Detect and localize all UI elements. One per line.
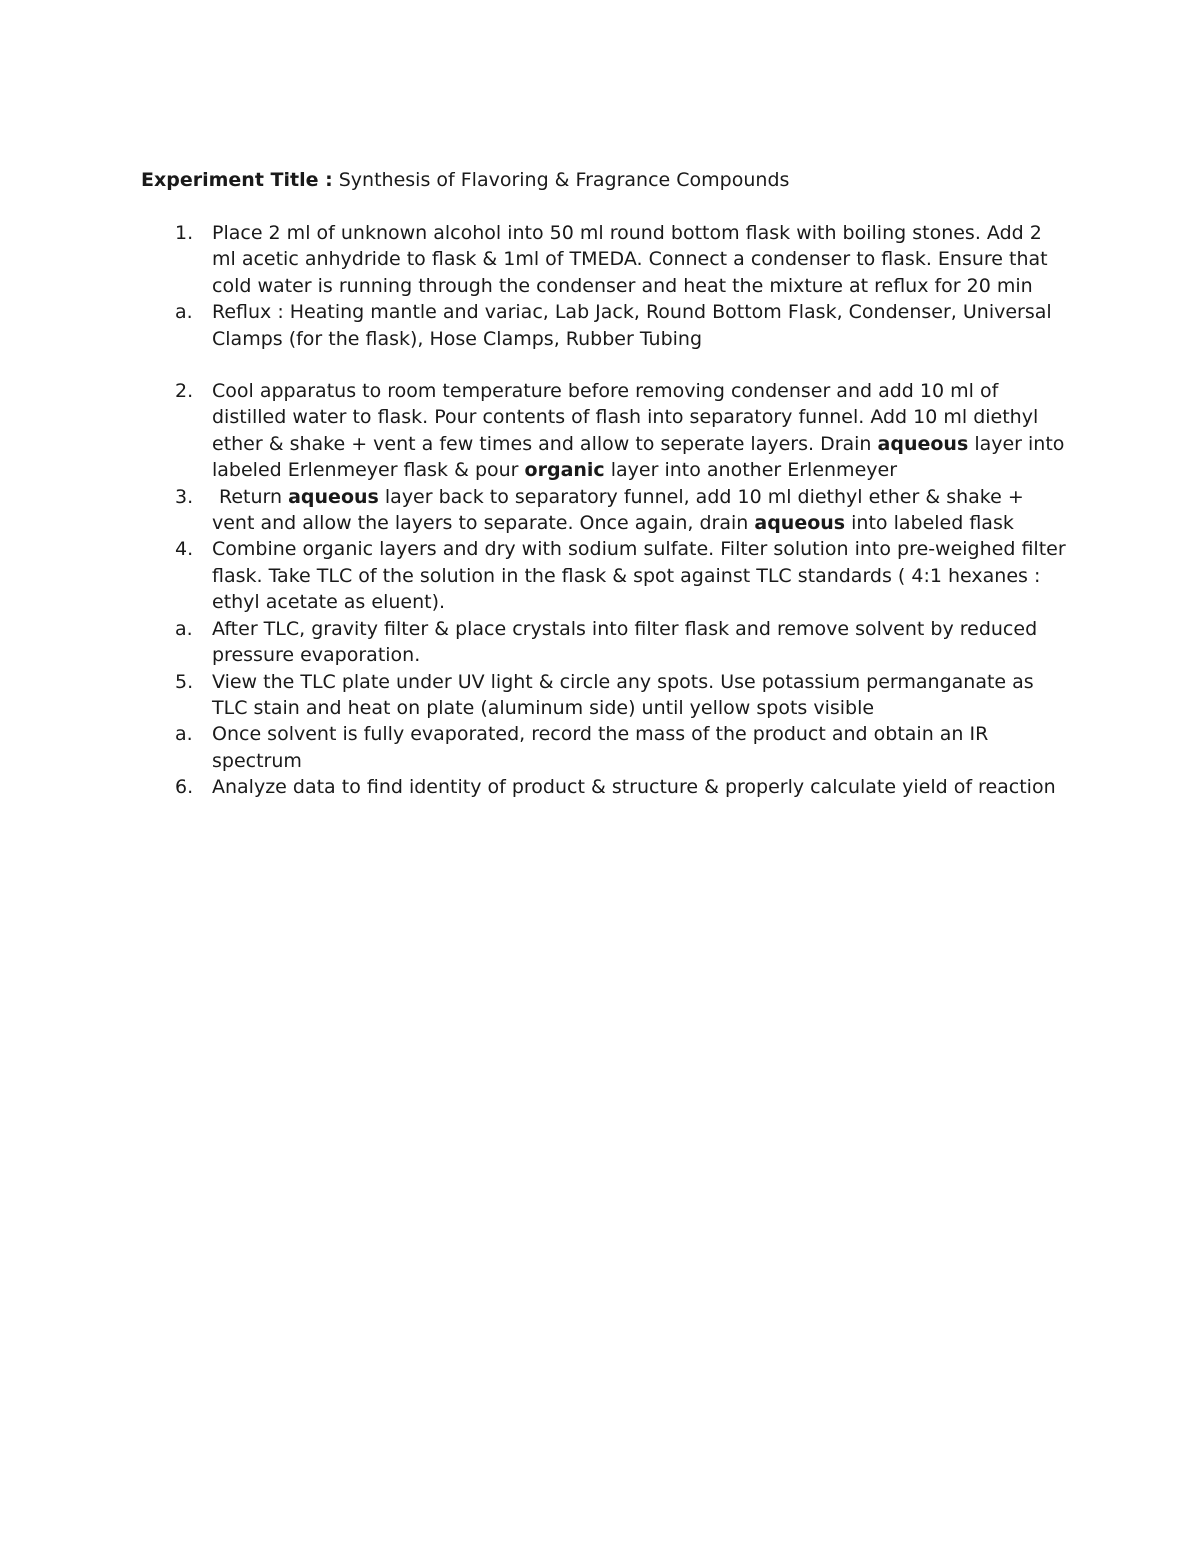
step-number: 5. bbox=[175, 670, 194, 693]
substep-text: After TLC, gravity filter & place crystals into filter flask and remove solvent by reduced pressure evaporation. bbox=[212, 617, 1038, 667]
substep-text: Once solvent is fully evaporated, record the mass of the product and obtain an IR spectrum bbox=[212, 723, 989, 772]
step-text: Return bbox=[219, 485, 283, 508]
step-1 bbox=[141, 220, 1071, 299]
substep-letter: a. bbox=[175, 617, 193, 640]
step-6 bbox=[141, 774, 1071, 800]
step-text: layer back to separatory funnel, add 10 ml diethyl ether & shake + vent and allow the layers to separate. Once again, drain bbox=[212, 485, 1024, 535]
substep-text: Reflux : Heating mantle and variac, Lab Jack, Round Bottom Flask, Condenser, Universal Clamps (for the flask), Hose Clamps, Rubber Tubing bbox=[212, 301, 1052, 350]
title-label: Experiment Title : bbox=[141, 169, 333, 191]
step-4 bbox=[141, 536, 1071, 615]
step-3 bbox=[141, 484, 1071, 537]
step-text: Combine organic layers and dry with sodium sulfate. Filter solution into pre-weighed filter flask. Take TLC of the solution in the flask & spot against TLC standards ( 4:1 hexanes : ethyl acetate as eluent). bbox=[212, 538, 1066, 614]
step-number: 4. bbox=[175, 538, 194, 561]
step-text: Cool apparatus to room temperature before removing condenser and add 10 ml of distilled water to flask. Pour contents of flash into separatory funnel. Add 10 ml diethyl ether & shake + vent a few times and allow to seperate layers. Drain bbox=[212, 380, 1039, 455]
step-number: 1. bbox=[175, 222, 194, 244]
emphasis-aqueous: aqueous bbox=[754, 512, 846, 535]
emphasis-organic: organic bbox=[524, 459, 605, 482]
step-number: 3. bbox=[175, 485, 194, 508]
step-5-substep-a bbox=[141, 721, 1071, 774]
step-number: 6. bbox=[175, 776, 194, 799]
step-5 bbox=[141, 669, 1071, 722]
step-number: 2. bbox=[175, 380, 194, 403]
procedure-list bbox=[141, 220, 1071, 801]
step-text: into labeled flask bbox=[851, 512, 1014, 535]
step-1-substep-a bbox=[141, 299, 1071, 352]
title-text: Synthesis of Flavoring & Fragrance Compounds bbox=[338, 169, 790, 191]
step-text: Place 2 ml of unknown alcohol into 50 ml round bottom flask with boiling stones. Add 2 ml acetic anhydride to flask & 1ml of TMEDA. Connect a condenser to flask. Ensure that cold water is running through the condenser and heat the mixture at reflux for 20 min bbox=[212, 222, 1048, 297]
step-text: View the TLC plate under UV light & circle any spots. Use potassium permanganate as TLC stain and heat on plate (aluminum side) until yellow spots visible bbox=[212, 670, 1034, 719]
step-text: layer into labeled Erlenmeyer flask & pour bbox=[212, 432, 1065, 482]
emphasis-aqueous: aqueous bbox=[288, 485, 379, 508]
experiment-title bbox=[141, 167, 789, 193]
emphasis-aqueous: aqueous bbox=[877, 432, 969, 455]
step-2 bbox=[141, 378, 1071, 484]
substep-letter: a. bbox=[175, 301, 193, 324]
step-text: Analyze data to find identity of product & structure & properly calculate yield of reaction bbox=[212, 776, 1056, 799]
substep-letter: a. bbox=[175, 723, 193, 746]
step-text: layer into another Erlenmeyer bbox=[610, 459, 898, 482]
step-4-substep-a bbox=[141, 616, 1071, 669]
